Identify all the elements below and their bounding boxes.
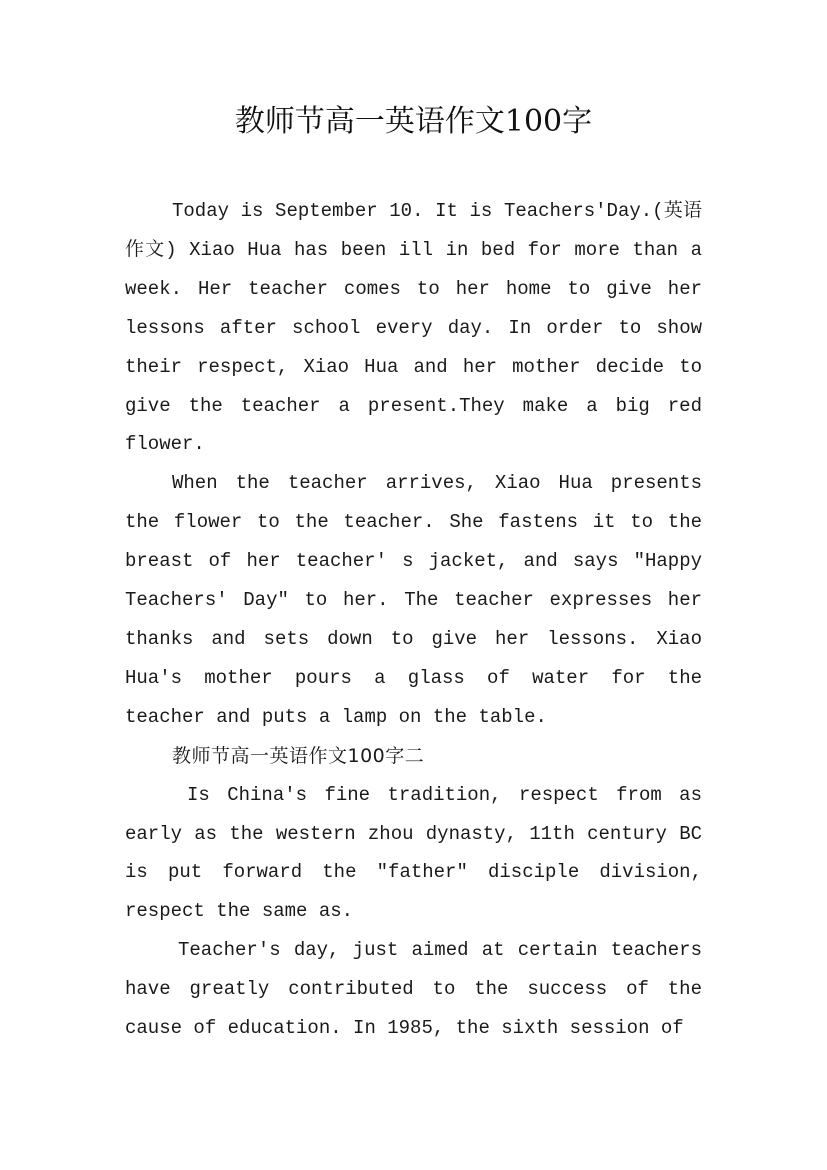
document-title: 教师节高一英语作文100字 [234, 104, 593, 139]
paragraph-1: Today is September 10. It is Teachers'Day.(英语作文) Xiao Hua has been ill in bed for more than a week. Her teacher comes to her home to give her lessons after school every day. In order to show their respect, Xiao Hua and her mother decide to give the teacher a present.They make a big red flower. [125, 200, 702, 456]
paragraph-2: When the teacher arrives, Xiao Hua presents the flower to the teacher. She fastens it to the breast of her teacher' s jacket, and says "Happy Teachers' Day" to her. The teacher expresses her thanks and sets down to give her lessons. Xiao Hua's mother pours a glass of water for the teacher and puts a lamp on the table. [125, 472, 702, 728]
document-body [125, 192, 702, 1048]
section-subheading: 教师节高一英语作文100字二 [172, 744, 425, 767]
paragraph-4: Teacher's day, just aimed at certain teachers have greatly contributed to the success of the cause of education. In 1985, the sixth session of [125, 939, 702, 1040]
paragraph-3: Is China's fine tradition, respect from as early as the western zhou dynasty, 11th century BC is put forward the "father" disciple division, respect the same as. [125, 783, 702, 923]
